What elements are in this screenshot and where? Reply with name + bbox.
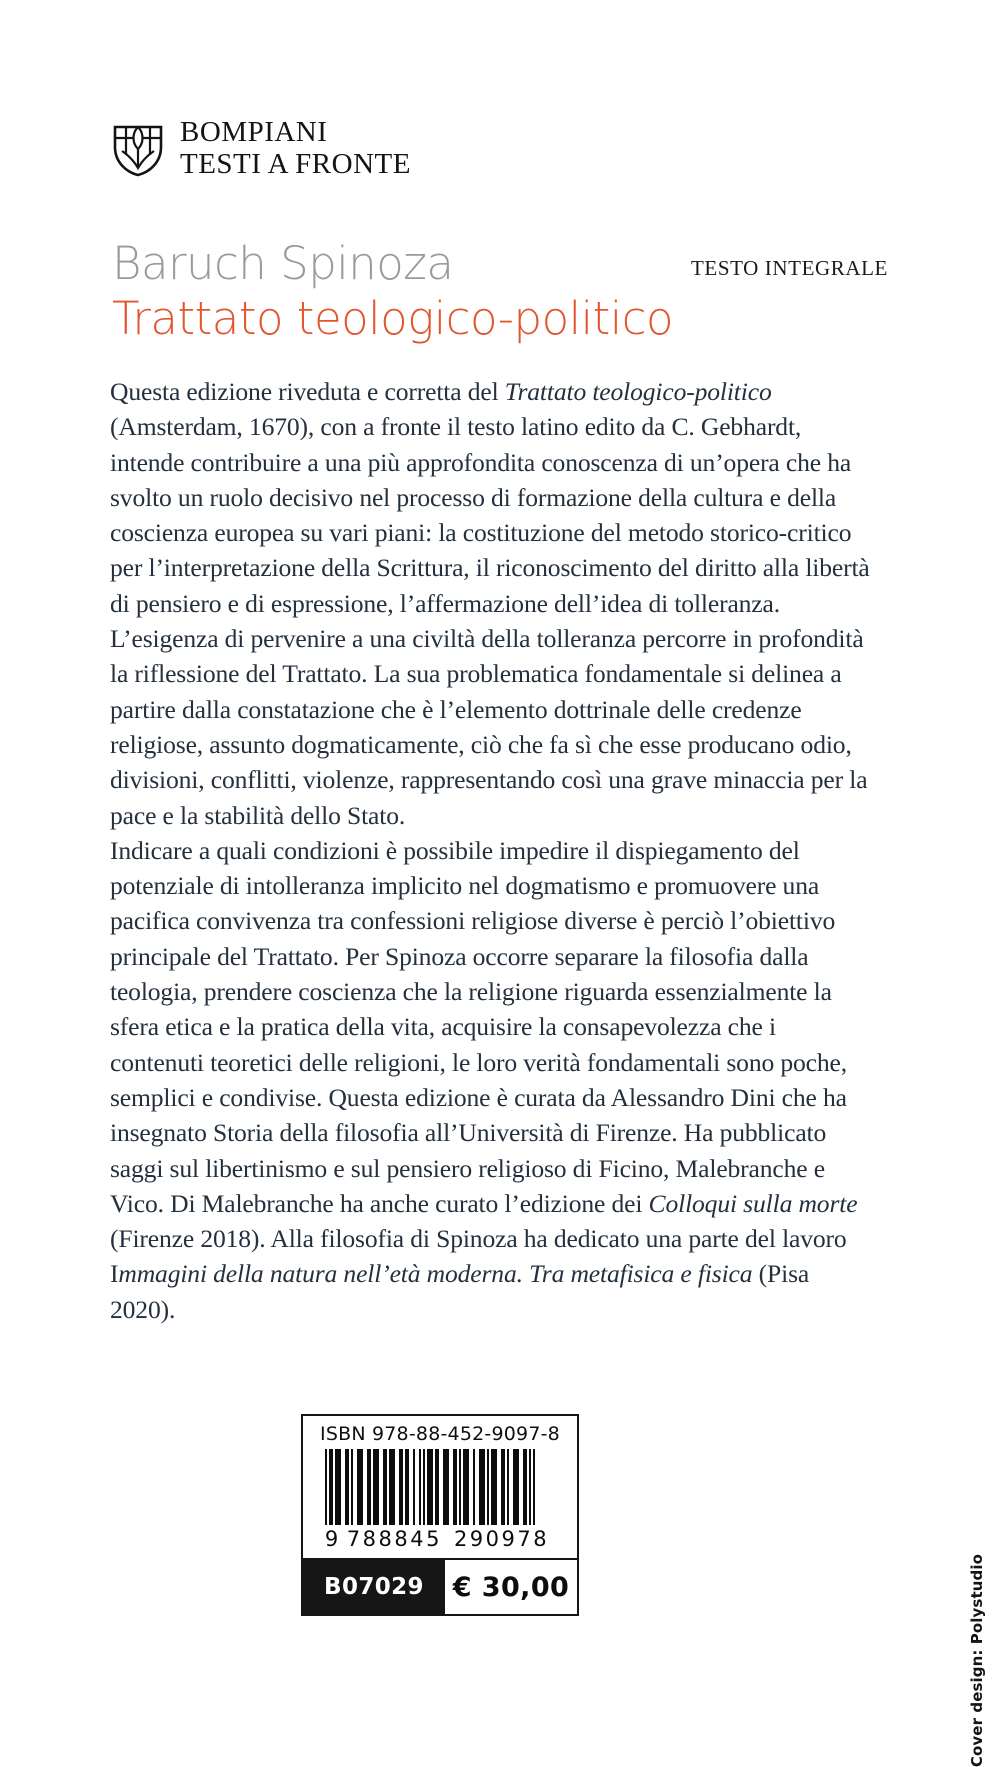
barcode-block <box>301 1414 579 1616</box>
cover-design-credit: Cover design: Polystudio <box>968 1554 986 1767</box>
author-name: Baruch Spinoza <box>112 237 454 290</box>
product-code: B07029 <box>303 1560 445 1614</box>
blurb-p2-italic-immagini: mmagini della natura nell’età moderna. Tra metafisica e fisica <box>118 1259 753 1289</box>
blurb-text <box>110 374 870 1327</box>
price-row <box>303 1558 577 1614</box>
barcode-bars <box>325 1449 555 1525</box>
blurb-p1-italic-title: Trattato teologico-politico <box>504 377 772 406</box>
blurb-paragraph-1 <box>110 374 870 833</box>
title-block <box>112 237 888 345</box>
blurb-paragraph-2 <box>110 833 870 1327</box>
blurb-p1-pre: Questa edizione riveduta e corretta del <box>110 377 505 406</box>
edition-tag: TESTO INTEGRALE <box>690 256 888 280</box>
publisher-wordmark <box>180 118 411 179</box>
blurb-p2-pre: Indicare a quali condizioni è possibile impedire il dispiegamento del potenziale di intolleranza implicito nel dogmatismo e promuovere una pacifica convivenza tra confessioni religiose diverse è perciò l’obiettivo principale del Trattato. Per Spinoza occorre separare la filosofia dalla teologia, prendere coscienza che la religione riguarda essenzialmente la sfera etica e la pratica della vita, acquisire la consapevolezza che i contenuti teoretici delle religioni, le loro verità fondamentali sono poche, semplici e condivise. Questa edizione è curata da Alessandro Dini che ha insegnato Storia della filosofia all’Università di Firenze. Ha pubblicato saggi sul libertinismo e sul pensiero religioso di Ficino, Malebranche e Vico. Di Malebranche ha anche curato l’edizione dei <box>110 835 847 1218</box>
barcode-digit-lead: 9 <box>324 1527 341 1551</box>
publisher-logo <box>112 118 411 179</box>
book-title: Trattato teologico-politico <box>112 291 674 345</box>
publisher-name-line1: BOMPIANI <box>180 116 328 148</box>
barcode-digit-group-2: 290978 <box>453 1527 550 1551</box>
blurb-p2-italic-colloqui: Colloqui sulla morte <box>648 1188 858 1218</box>
blurb-p2-post: (Pisa 2020). <box>110 1259 810 1324</box>
bompiani-shield-icon <box>112 121 164 177</box>
blurb-p1-post: (Amsterdam, 1670), con a fronte il testo latino edito da C. Gebhardt, intende contribuire a una più approfondita conoscenza di un’opera che ha svolto un ruolo decisivo nel processo di formazione della cultura e della coscienza europea su vari piani: la costituzione del metodo storico-critico per l’interpretazione della Scrittura, il riconoscimento del diritto alla libertà di pensiero e di espressione, l’affermazione dell’idea di tolleranza. L’esigenza di pervenire a una civiltà della tolleranza percorre in profondità la riflessione del Trattato. La sua problematica fondamentale si delinea a partire dalla constatazione che è l’elemento dottrinale delle credenze religiose, assunto dogmaticamente, ciò che fa sì che esse producano odio, divisioni, conflitti, violenze, rappresentando così una grave minaccia per la pace e la stabilità dello Stato. <box>110 412 870 830</box>
price-value: € 30,00 <box>445 1560 577 1614</box>
barcode-digits <box>303 1525 577 1558</box>
isbn-label: ISBN 978-88-452-9097-8 <box>320 1423 560 1445</box>
blurb-p2-mid: (Firenze 2018). Alla filosofia di Spinoza ha dedicato una parte del lavoro I <box>110 1224 847 1289</box>
publisher-name-line2: TESTI A FRONTE <box>180 148 411 180</box>
barcode-digit-group-1: 788845 <box>346 1527 442 1551</box>
